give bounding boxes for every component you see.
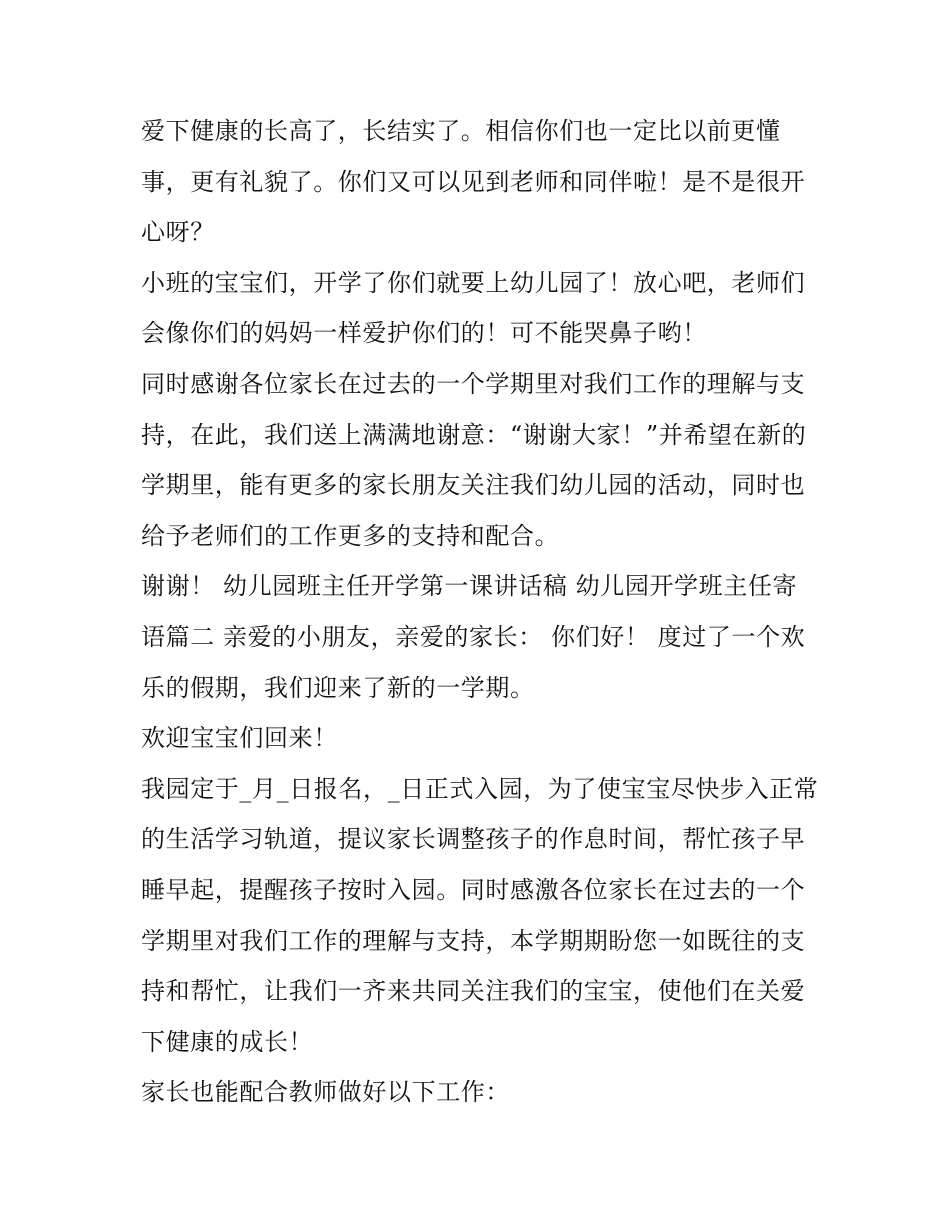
paragraph-2: 小班的宝宝们，开学了你们就要上幼儿园了！放心吧，老师们会像你们的妈妈一样爱护你们的！可不能哭鼻子哟！ bbox=[141, 268, 806, 348]
document-body bbox=[141, 106, 821, 1118]
paragraph-1: 爱下健康的长高了，长结实了。相信你们也一定比以前更懂事，更有礼貌了。你们又可以见到老师和同伴啦！是不是很开心呀？ bbox=[141, 117, 806, 247]
paragraph-4: 谢谢！ 幼儿园班主任开学第一课讲话稿 幼儿园开学班主任寄语篇二 亲爱的小朋友，亲爱的家长： 你们好！ 度过了一个欢乐的假期，我们迎来了新的一学期。 bbox=[141, 572, 806, 702]
paragraph-6: 我园定于_月_日报名，_日正式入园，为了使宝宝尽快步入正常的生活学习轨道，提议家长调整孩子的作息时间，帮忙孩子早睡早起，提醒孩子按时入园。同时感激各位家长在过去的一个学期里对我们工作的理解与支持，本学期期盼您一如既往的支持和帮忙，让我们一齐来共同关注我们的宝宝，使他们在关爱下健康的成长！ bbox=[141, 774, 819, 1056]
paragraph-5: 欢迎宝宝们回来！ bbox=[141, 724, 338, 753]
paragraph-7: 家长也能配合教师做好以下工作： bbox=[141, 1078, 510, 1107]
paragraph-3: 同时感谢各位家长在过去的一个学期里对我们工作的理解与支持，在此，我们送上满满地谢意：“谢谢大家！”并希望在新的学期里，能有更多的家长朋友关注我们幼儿园的活动，同时也给予老师们的工作更多的支持和配合。 bbox=[141, 369, 807, 550]
